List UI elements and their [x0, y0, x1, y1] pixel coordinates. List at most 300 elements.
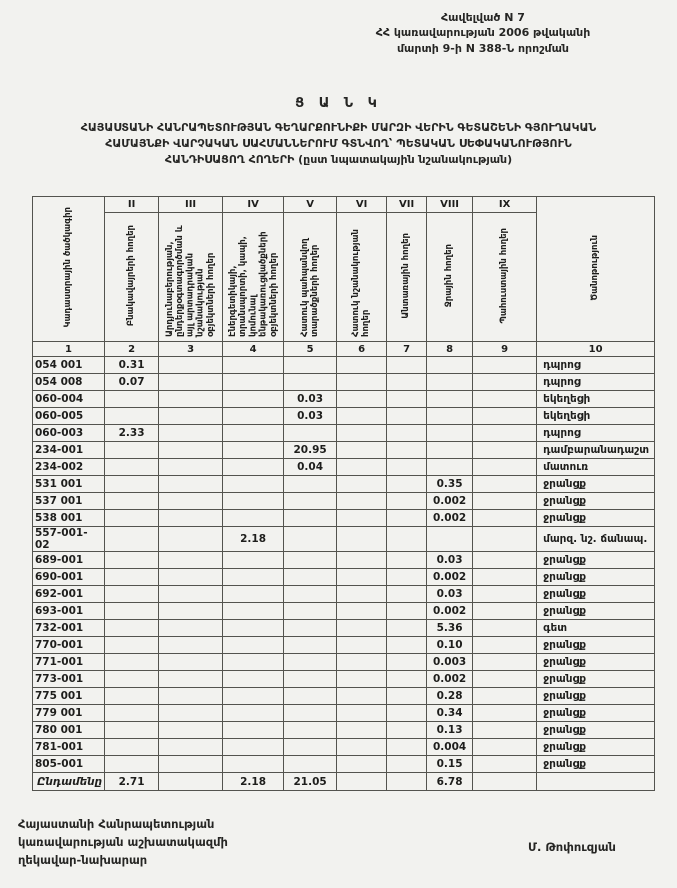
cadastral-code: 689-001	[33, 552, 105, 569]
area-value	[284, 493, 337, 510]
cadastral-code: 060-003	[33, 425, 105, 442]
roman-numeral-col4: IV	[223, 197, 284, 213]
note-value: ջրանցք	[537, 637, 655, 654]
area-value	[337, 705, 387, 722]
area-value	[284, 603, 337, 620]
area-value	[159, 722, 223, 739]
area-value	[473, 493, 537, 510]
table-row	[33, 756, 655, 773]
area-value	[337, 552, 387, 569]
area-value	[387, 510, 427, 527]
area-value	[337, 569, 387, 586]
area-value	[387, 459, 427, 476]
area-value	[473, 705, 537, 722]
cadastral-code: 781-001	[33, 739, 105, 756]
area-value	[473, 552, 537, 569]
area-value	[284, 374, 337, 391]
signature-name: Մ. Թոփուզյան	[528, 840, 616, 854]
table-row	[33, 722, 655, 739]
note-value: ջրանցք	[537, 603, 655, 620]
area-value	[223, 442, 284, 459]
subtitle	[20, 120, 657, 168]
area-value	[387, 603, 427, 620]
area-value	[337, 756, 387, 773]
column-number-2: 2	[105, 342, 159, 357]
area-value	[223, 688, 284, 705]
area-value	[105, 510, 159, 527]
area-value	[473, 637, 537, 654]
area-value	[159, 476, 223, 493]
area-value	[223, 357, 284, 374]
area-value	[387, 620, 427, 637]
area-value	[473, 586, 537, 603]
area-value	[159, 425, 223, 442]
table-row	[33, 391, 655, 408]
cadastral-code: 775 001	[33, 688, 105, 705]
area-value	[159, 569, 223, 586]
area-value	[105, 586, 159, 603]
table-row	[33, 459, 655, 476]
area-value	[284, 688, 337, 705]
area-value	[473, 442, 537, 459]
footer-line-2: կառավարության աշխատակազմի	[18, 834, 228, 849]
decree-line-1: ՀՀ կառավարության 2006 թվականի	[375, 26, 591, 40]
column-number-6: 6	[337, 342, 387, 357]
area-value	[284, 756, 337, 773]
area-value	[387, 527, 427, 552]
area-value	[337, 510, 387, 527]
area-value	[337, 603, 387, 620]
note-value: ջրանցք	[537, 739, 655, 756]
area-value	[223, 620, 284, 637]
cadastral-code: 060-004	[33, 391, 105, 408]
area-value	[159, 756, 223, 773]
decree-line-2: մարտի 9-ի N 388-Ն որոշման	[396, 41, 570, 55]
land-table	[32, 196, 655, 791]
area-value: 0.03	[427, 552, 473, 569]
column-header-label: Կադաստրային ծածկագիր	[63, 207, 74, 328]
cadastral-code: 770-001	[33, 637, 105, 654]
area-value	[284, 722, 337, 739]
area-value	[337, 671, 387, 688]
note-value: դամբարանադաշտ	[537, 442, 655, 459]
table-row	[33, 569, 655, 586]
column-header-label: Էներգետիկայի, տրանսպորտի, կապի, կոմունալ ենթակառուցվածքների օբյեկտների հողեր	[227, 230, 279, 337]
area-value	[159, 552, 223, 569]
column-number-10: 10	[537, 342, 655, 357]
column-number-3: 3	[159, 342, 223, 357]
area-value	[473, 671, 537, 688]
total-value	[159, 773, 223, 791]
area-value	[159, 739, 223, 756]
area-value	[337, 620, 387, 637]
column-header-6	[337, 213, 387, 342]
cadastral-code: 771-001	[33, 654, 105, 671]
column-header-label: Բնակավայրերի հողեր	[126, 224, 137, 327]
total-value	[473, 773, 537, 791]
total-note	[537, 773, 655, 791]
note-value: դպրոց	[537, 357, 655, 374]
area-value: 0.002	[427, 569, 473, 586]
column-number-5: 5	[284, 342, 337, 357]
area-value	[387, 374, 427, 391]
cadastral-code: 234-002	[33, 459, 105, 476]
cadastral-code: 537 001	[33, 493, 105, 510]
area-value	[105, 671, 159, 688]
column-header-5	[284, 213, 337, 342]
area-value: 0.002	[427, 671, 473, 688]
roman-numeral-col3: III	[159, 197, 223, 213]
area-value: 0.04	[284, 459, 337, 476]
area-value	[427, 459, 473, 476]
area-value	[105, 552, 159, 569]
note-value: ջրանցք	[537, 688, 655, 705]
cadastral-code: 805-001	[33, 756, 105, 773]
total-label: Ընդամենը	[33, 773, 105, 791]
roman-numeral-col7: VII	[387, 197, 427, 213]
area-value	[387, 357, 427, 374]
area-value	[284, 357, 337, 374]
area-value	[473, 357, 537, 374]
area-value	[223, 705, 284, 722]
area-value	[387, 756, 427, 773]
area-value	[337, 391, 387, 408]
area-value: 0.03	[284, 391, 337, 408]
column-header-2	[105, 213, 159, 342]
footer-signatory-title	[18, 816, 228, 869]
area-value	[105, 442, 159, 459]
area-value	[337, 654, 387, 671]
area-value	[105, 654, 159, 671]
area-value	[223, 586, 284, 603]
area-value	[223, 739, 284, 756]
note-value: ջրանցք	[537, 569, 655, 586]
table-row	[33, 671, 655, 688]
area-value	[284, 586, 337, 603]
column-number-1: 1	[33, 342, 105, 357]
roman-numeral-col9: IX	[473, 197, 537, 213]
column-header-8	[427, 213, 473, 342]
area-value: 0.31	[105, 357, 159, 374]
area-value	[223, 654, 284, 671]
table-row	[33, 654, 655, 671]
column-header-label: Անտառային հողեր	[401, 232, 412, 319]
note-value: ջրանցք	[537, 671, 655, 688]
area-value	[473, 425, 537, 442]
area-value	[337, 586, 387, 603]
area-value	[337, 493, 387, 510]
area-value	[105, 459, 159, 476]
area-value	[223, 493, 284, 510]
total-value: 2.18	[223, 773, 284, 791]
area-value	[473, 654, 537, 671]
column-header-3	[159, 213, 223, 342]
roman-numeral-col8: VIII	[427, 197, 473, 213]
area-value	[473, 527, 537, 552]
document-header	[313, 10, 653, 56]
table-body	[33, 357, 655, 791]
area-value	[284, 739, 337, 756]
column-number-4: 4	[223, 342, 284, 357]
area-value	[337, 357, 387, 374]
area-value	[387, 408, 427, 425]
table-row	[33, 527, 655, 552]
cadastral-code: 060-005	[33, 408, 105, 425]
column-header-label: Ջրային հողեր	[444, 243, 455, 308]
appendix-line: Հավելված N 7	[441, 11, 525, 24]
table-row	[33, 408, 655, 425]
area-value	[337, 459, 387, 476]
subtitle-line-3: ՀԱՆԴԻՍԱՑՈՂ ՀՈՂԵՐԻ (ըստ նպատակային նշանակության)	[164, 152, 513, 166]
area-value	[159, 493, 223, 510]
note-value: ջրանցք	[537, 722, 655, 739]
area-value	[473, 476, 537, 493]
area-value	[337, 722, 387, 739]
note-value: դպրոց	[537, 374, 655, 391]
area-value	[387, 442, 427, 459]
note-value: ջրանցք	[537, 493, 655, 510]
area-value	[159, 459, 223, 476]
area-value: 20.95	[284, 442, 337, 459]
area-value	[337, 527, 387, 552]
column-header-label: Ծանոթություն	[590, 234, 601, 301]
area-value	[223, 671, 284, 688]
area-value	[223, 756, 284, 773]
area-value	[387, 688, 427, 705]
area-value	[337, 408, 387, 425]
area-value	[473, 620, 537, 637]
area-value	[105, 620, 159, 637]
roman-numeral-col5: V	[284, 197, 337, 213]
note-value: եկեղեցի	[537, 408, 655, 425]
area-value	[387, 586, 427, 603]
area-value: 0.004	[427, 739, 473, 756]
area-value	[337, 374, 387, 391]
table-row	[33, 374, 655, 391]
roman-numeral-col6: VI	[337, 197, 387, 213]
area-value	[427, 391, 473, 408]
area-value: 0.28	[427, 688, 473, 705]
area-value	[284, 527, 337, 552]
column-header-9	[473, 213, 537, 342]
area-value: 0.002	[427, 603, 473, 620]
area-value	[473, 756, 537, 773]
note-value: ջրանցք	[537, 510, 655, 527]
cadastral-code: 779 001	[33, 705, 105, 722]
area-value	[387, 722, 427, 739]
area-value	[223, 722, 284, 739]
area-value: 0.13	[427, 722, 473, 739]
area-value	[105, 705, 159, 722]
total-value	[337, 773, 387, 791]
footer-line-3: ղեկավար-նախարար	[18, 852, 148, 867]
area-value	[159, 586, 223, 603]
total-value: 2.71	[105, 773, 159, 791]
area-value	[105, 688, 159, 705]
area-value	[284, 637, 337, 654]
note-value: ջրանցք	[537, 476, 655, 493]
area-value	[427, 442, 473, 459]
cadastral-code: 773-001	[33, 671, 105, 688]
column-header-note	[537, 197, 655, 342]
footer-line-1: Հայաստանի Հանրապետության	[18, 817, 215, 831]
cadastral-code: 732-001	[33, 620, 105, 637]
subtitle-line-2: ՀԱՄԱՅՆՔԻ ՎԱՐՉԱԿԱՆ ՍԱՀՄԱՆՆԵՐՈՒՄ ԳՏՆՎՈՂ՝ ՊԵՏԱԿԱՆ ՍԵՓԱԿԱՆՈՒԹՅՈՒՆ	[105, 136, 572, 150]
roman-numeral-col2: II	[105, 197, 159, 213]
area-value	[223, 459, 284, 476]
area-value	[337, 442, 387, 459]
note-value: դպրոց	[537, 425, 655, 442]
area-value	[105, 408, 159, 425]
area-value	[473, 603, 537, 620]
area-value	[337, 425, 387, 442]
area-value	[105, 391, 159, 408]
area-value	[105, 476, 159, 493]
area-value	[284, 671, 337, 688]
area-value	[387, 671, 427, 688]
area-value	[159, 374, 223, 391]
area-value	[427, 374, 473, 391]
cadastral-code: 692-001	[33, 586, 105, 603]
total-value	[387, 773, 427, 791]
area-value	[284, 476, 337, 493]
table-row	[33, 637, 655, 654]
area-value	[473, 408, 537, 425]
cadastral-code: 531 001	[33, 476, 105, 493]
note-value: գետ	[537, 620, 655, 637]
table-row	[33, 357, 655, 374]
area-value: 0.34	[427, 705, 473, 722]
area-value	[159, 527, 223, 552]
area-value	[387, 569, 427, 586]
area-value	[284, 552, 337, 569]
area-value	[387, 654, 427, 671]
table-row	[33, 552, 655, 569]
area-value	[473, 391, 537, 408]
area-value	[159, 391, 223, 408]
area-value	[159, 654, 223, 671]
area-value: 5.36	[427, 620, 473, 637]
area-value: 0.03	[284, 408, 337, 425]
note-value: ջրանցք	[537, 654, 655, 671]
column-header-label: Պահուստային հողեր	[499, 227, 510, 324]
column-header-7	[387, 213, 427, 342]
column-number-9: 9	[473, 342, 537, 357]
area-value	[473, 569, 537, 586]
area-value	[387, 476, 427, 493]
area-value	[159, 620, 223, 637]
total-value: 21.05	[284, 773, 337, 791]
area-value	[105, 722, 159, 739]
area-value	[427, 357, 473, 374]
cadastral-code: 690-001	[33, 569, 105, 586]
area-value	[473, 510, 537, 527]
area-value	[337, 688, 387, 705]
column-header-cadastral-code	[33, 197, 105, 342]
area-value	[105, 493, 159, 510]
area-value	[387, 739, 427, 756]
area-value	[427, 527, 473, 552]
area-value	[105, 569, 159, 586]
area-value	[159, 357, 223, 374]
table-row	[33, 476, 655, 493]
area-value: 0.15	[427, 756, 473, 773]
area-value: 2.18	[223, 527, 284, 552]
column-number-8: 8	[427, 342, 473, 357]
area-value	[105, 603, 159, 620]
table-row	[33, 620, 655, 637]
area-value	[473, 739, 537, 756]
area-value	[387, 637, 427, 654]
area-value	[159, 705, 223, 722]
area-value	[387, 493, 427, 510]
area-value: 0.002	[427, 493, 473, 510]
note-value: մարզ. նշ. ճանապ.	[537, 527, 655, 552]
table-head	[33, 197, 655, 357]
area-value	[105, 756, 159, 773]
area-value	[159, 510, 223, 527]
area-value	[159, 603, 223, 620]
area-value	[223, 569, 284, 586]
area-value	[105, 637, 159, 654]
area-value	[473, 459, 537, 476]
area-value	[284, 510, 337, 527]
area-value	[387, 425, 427, 442]
area-value	[387, 391, 427, 408]
title-block	[20, 96, 657, 168]
table-row	[33, 603, 655, 620]
cadastral-code: 054 008	[33, 374, 105, 391]
cadastral-code: 234-001	[33, 442, 105, 459]
area-value	[223, 552, 284, 569]
area-value	[105, 739, 159, 756]
note-value: ջրանցք	[537, 586, 655, 603]
table-row	[33, 739, 655, 756]
area-value	[284, 654, 337, 671]
area-value	[159, 671, 223, 688]
area-value: 0.35	[427, 476, 473, 493]
area-value	[223, 374, 284, 391]
total-row	[33, 773, 655, 791]
note-value: ջրանցք	[537, 756, 655, 773]
area-value	[387, 552, 427, 569]
cadastral-code: 054 001	[33, 357, 105, 374]
area-value	[427, 425, 473, 442]
column-header-label: Արդյունաբերության, ընդերքօգտագործման և այլ արտադրական նշանակության օբյեկտների հողեր	[165, 224, 216, 337]
area-value	[427, 408, 473, 425]
table-row	[33, 425, 655, 442]
area-value	[223, 408, 284, 425]
area-value	[337, 637, 387, 654]
area-value: 0.03	[427, 586, 473, 603]
area-value	[223, 391, 284, 408]
table-row	[33, 688, 655, 705]
cadastral-code: 538 001	[33, 510, 105, 527]
area-value	[223, 637, 284, 654]
table-row	[33, 510, 655, 527]
area-value	[105, 527, 159, 552]
area-value	[223, 425, 284, 442]
column-number-row	[33, 342, 655, 357]
area-value	[284, 705, 337, 722]
area-value	[284, 425, 337, 442]
area-value: 0.003	[427, 654, 473, 671]
note-value: մատուռ	[537, 459, 655, 476]
area-value	[387, 705, 427, 722]
area-value	[284, 569, 337, 586]
note-value: ջրանցք	[537, 552, 655, 569]
area-value	[473, 374, 537, 391]
